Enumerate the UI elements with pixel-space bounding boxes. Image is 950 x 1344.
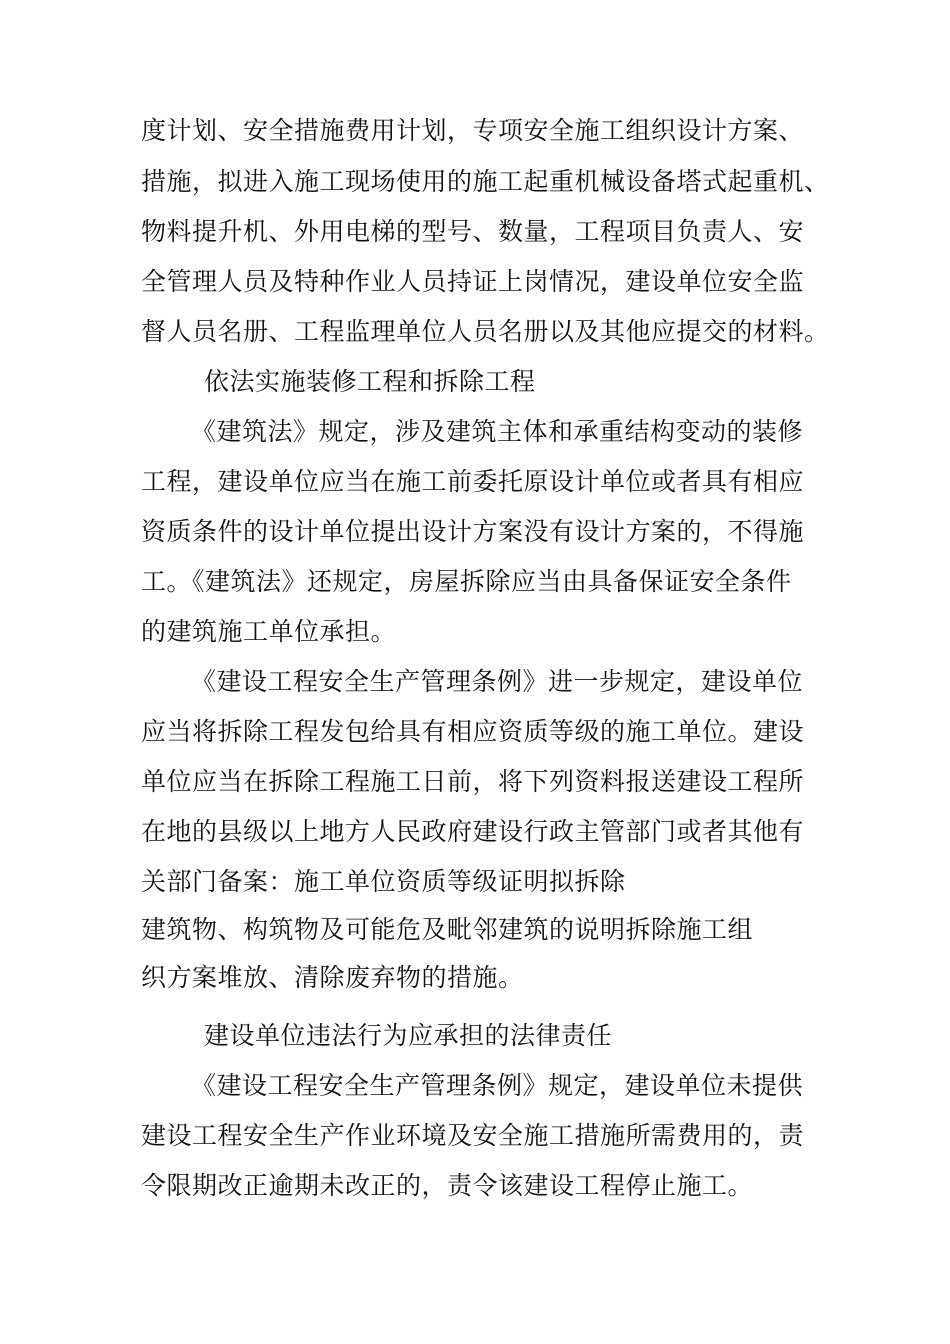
paragraph-4-line-1: 《建设工程安全生产管理条例》规定，建设单位未提供 bbox=[191, 1071, 804, 1100]
paragraph-4-line-2: 建设工程安全生产作业环境及安全施工措施所需费用的，责 bbox=[141, 1121, 805, 1150]
paragraph-2-line-1: 《建筑法》规定，涉及建筑主体和承重结构变动的装修 bbox=[191, 417, 804, 446]
paragraph-1-line-1: 度计划、安全措施费用计划，专项安全施工组织设计方案、 bbox=[141, 116, 805, 145]
paragraph-2-line-3: 资质条件的设计单位提出设计方案没有设计方案的，不得施 bbox=[141, 517, 805, 546]
paragraph-1-line-3: 物料提升机、外用电梯的型号、数量，工程项目负责人、安 bbox=[141, 217, 805, 246]
paragraph-2-line-2: 工程，建设单位应当在施工前委托原设计单位或者具有相应 bbox=[141, 467, 805, 496]
paragraph-4-line-3: 令限期改正逾期未改正的，责令该建设工程停止施工。 bbox=[141, 1171, 754, 1200]
paragraph-2-line-4: 工。《建筑法》还规定，房屋拆除应当由具备保证安全条件 bbox=[141, 567, 792, 596]
paragraph-3-line-1: 《建设工程安全生产管理条例》进一步规定，建设单位 bbox=[191, 667, 804, 696]
paragraph-3-line-2: 应当将拆除工程发包给具有相应资质等级的施工单位。建设 bbox=[141, 717, 805, 746]
paragraph-3-line-4: 在地的县级以上地方人民政府建设行政主管部门或者其他有 bbox=[141, 817, 805, 846]
paragraph-1-line-2: 措施，拟进入施工现场使用的施工起重机械设备塔式起重机、 bbox=[141, 167, 830, 196]
paragraph-2-line-5: 的建筑施工单位承担。 bbox=[141, 617, 397, 646]
paragraph-3-line-6: 建筑物、构筑物及可能危及毗邻建筑的说明拆除施工组 bbox=[141, 915, 754, 944]
paragraph-1-line-4: 全管理人员及特种作业人员持证上岗情况，建设单位安全监 bbox=[141, 267, 805, 296]
paragraph-1-line-5: 督人员名册、工程监理单位人员名册以及其他应提交的材料。 bbox=[141, 317, 830, 346]
paragraph-3-line-5: 关部门备案：施工单位资质等级证明拟拆除 bbox=[141, 867, 626, 896]
section-heading-1: 依法实施装修工程和拆除工程 bbox=[204, 367, 536, 396]
paragraph-3-line-3: 单位应当在拆除工程施工日前，将下列资料报送建设工程所 bbox=[141, 767, 805, 796]
section-heading-2: 建设单位违法行为应承担的法律责任 bbox=[204, 1021, 613, 1050]
paragraph-3-line-7: 织方案堆放、清除废弃物的措施。 bbox=[141, 963, 524, 992]
